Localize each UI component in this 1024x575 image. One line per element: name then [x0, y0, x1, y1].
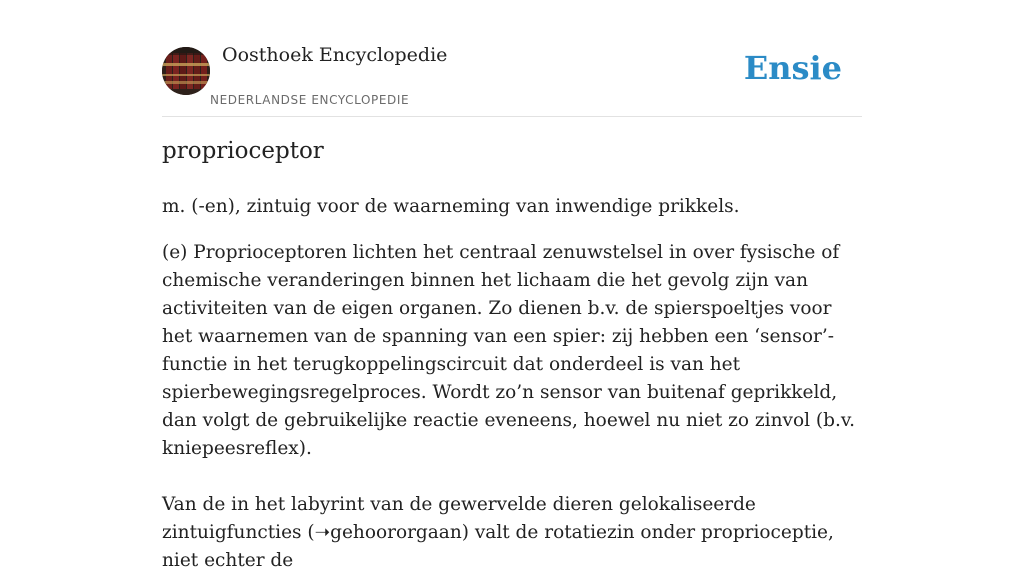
site-subtitle: NEDERLANDSE ENCYCLOPEDIE: [210, 93, 410, 107]
encyclopedia-books-icon[interactable]: [162, 47, 210, 95]
page: [162, 0, 862, 571]
site-header: [162, 0, 862, 117]
brand-logo[interactable]: Ensie: [743, 49, 842, 87]
definition-text: m. (-en), zintuig voor de waarneming van inwendige prikkels.: [162, 196, 740, 217]
site-title[interactable]: Oosthoek Encyclopedie: [222, 44, 448, 66]
books-image: [162, 47, 210, 95]
article-body: (e) Proprioceptoren lichten het centraal zenuwstelsel in over fysische of chemische veranderingen binnen het lichaam die het gevolg zijn van activiteiten van de eigen organen. Zo dienen b.v. de spierspoeltjes voor het waarnemen van de spanning van een spier: zij hebben een ‘sensor’-functie in het terugkoppelingscircuit dat onderdeel is van het spierbewegingsregelproces. Wordt zo’n sensor van buitenaf geprikkeld, dan volgt de gebruikelijke reactie eveneens, hoewel nu niet zo zinvol (b.v. kniepeesreflex). Van de in het labyrint van de gewervelde dieren gelokaliseerde zintuigfuncties (➝gehoororgaan) valt de rotatiezin onder proprioceptie, niet echter de: [162, 242, 855, 571]
page-title: proprioceptor: [162, 138, 324, 164]
